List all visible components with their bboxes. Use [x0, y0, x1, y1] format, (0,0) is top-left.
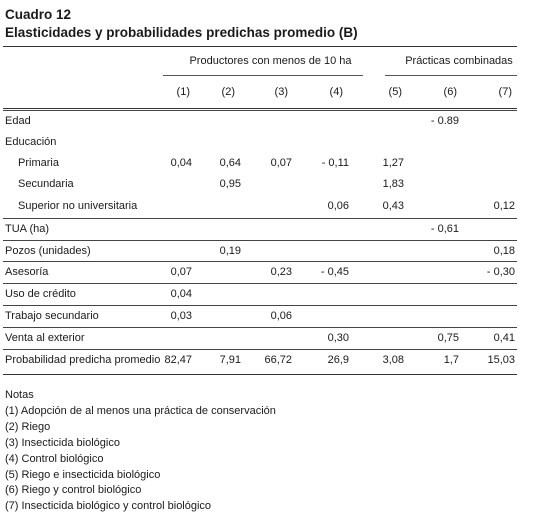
table-cell: 7,91 [219, 354, 241, 366]
note-item: (7) Insecticida biológico y control biológico [5, 500, 212, 513]
group-header-productores: Productores con menos de 10 ha [189, 55, 352, 67]
table-cell: 0,06 [327, 200, 349, 212]
table-cell: 0,12 [493, 200, 515, 212]
column-header: (2) [221, 86, 235, 98]
column-header: (4) [329, 86, 343, 98]
row-label: Probabilidad predicha promedio [5, 354, 161, 366]
table-cell: 0,03 [170, 310, 192, 322]
table-cell: 0,41 [493, 332, 515, 344]
table-row [3, 110, 517, 133]
table-cell: 0,30 [327, 332, 349, 344]
table-cell: 0,07 [170, 266, 192, 278]
row-label: Superior no universitaria [18, 200, 138, 212]
row-label: Edad [5, 115, 31, 127]
table-cell: 0,04 [170, 288, 192, 300]
table-row [3, 327, 517, 350]
row-label: TUA (ha) [5, 223, 50, 235]
row-label: Educación [5, 136, 57, 148]
table-cell: 15,03 [487, 354, 515, 366]
group-underline-productores [163, 75, 363, 76]
table-row [3, 132, 517, 154]
table-title: Cuadro 12 [5, 7, 72, 22]
table-cell: 0,43 [382, 200, 404, 212]
note-item: (3) Insecticida biológico [5, 436, 120, 449]
header-rule [3, 108, 517, 109]
table-cell: - 0,30 [486, 266, 515, 278]
notes-heading: Notas [5, 389, 34, 401]
note-item: (4) Control biológico [5, 452, 104, 465]
table-row [3, 174, 517, 196]
table-cell: - 0.89 [430, 115, 459, 127]
row-label: Uso de crédito [5, 288, 76, 300]
table-cell: 0,95 [219, 178, 241, 190]
row-label: Pozos (unidades) [5, 245, 91, 257]
column-header: (3) [274, 86, 288, 98]
table-cell: 0,18 [493, 245, 515, 257]
table-cell: 82,47 [164, 354, 192, 366]
table-cell: 1,27 [382, 157, 404, 169]
row-label: Asesoría [5, 266, 49, 278]
column-header: (5) [388, 86, 402, 98]
table-row [3, 305, 517, 328]
table-row [3, 240, 517, 263]
table-cell: 0,64 [219, 157, 241, 169]
note-item: (2) Riego [5, 420, 51, 433]
notes-section [5, 388, 276, 515]
table-cell: 3,08 [382, 354, 404, 366]
table-cell: - 0,61 [430, 223, 459, 235]
table-row [3, 218, 517, 241]
table-cell: - 0,45 [320, 266, 349, 278]
table-cell: 0,23 [270, 266, 292, 278]
table-subtitle: Elasticidades y probabilidades predichas promedio (B) [5, 25, 358, 40]
table-row [3, 283, 517, 306]
column-header: (1) [176, 86, 190, 98]
bottom-rule [3, 374, 517, 375]
table-cell: 0,04 [170, 157, 192, 169]
table-cell: 0,06 [270, 310, 292, 322]
note-item: (1) Adopción de al menos una práctica de conservación [5, 404, 276, 417]
table-cell: 26,9 [327, 354, 349, 366]
table-row [3, 153, 517, 175]
table-cell: 0,75 [437, 332, 459, 344]
table-cell: 1,83 [382, 178, 404, 190]
table-row [3, 349, 517, 372]
table-cell: 0,19 [219, 245, 241, 257]
note-item: (6) Riego y control biológico [5, 484, 142, 497]
table-cell: 0,07 [270, 157, 292, 169]
group-underline-practicas [385, 75, 517, 76]
table-cell: - 0,11 [321, 157, 349, 169]
column-header: (6) [443, 86, 457, 98]
table-cell: 66,72 [264, 354, 292, 366]
table-row [3, 196, 517, 218]
note-item: (5) Riego e insecticida biológico [5, 468, 161, 481]
row-label: Secundaria [18, 178, 74, 190]
column-header: (7) [498, 86, 512, 98]
row-label: Trabajo secundario [5, 310, 99, 322]
group-header-practicas: Prácticas combinadas [405, 55, 513, 67]
top-rule [3, 46, 517, 47]
table-row [3, 261, 517, 284]
row-label: Primaria [18, 157, 59, 169]
table-cell: 1,7 [443, 354, 459, 366]
row-label: Venta al exterior [5, 332, 85, 344]
